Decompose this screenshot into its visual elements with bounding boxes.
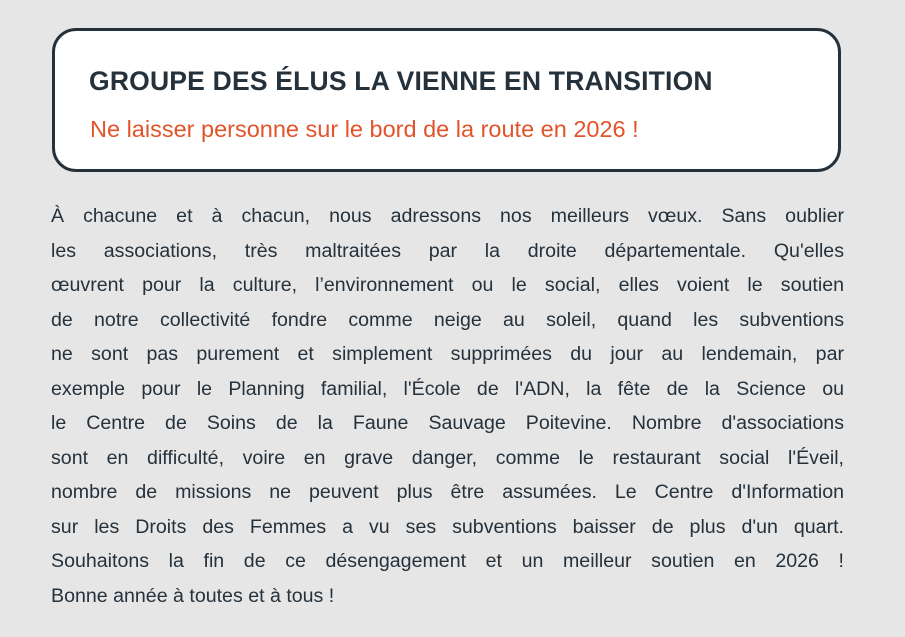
article-line: Souhaitons la fin de ce désengagement et un meilleur soutien en 2026 ! [51,550,844,572]
article-line: Bonne année à toutes et à tous ! [51,584,335,607]
article-line: exemple pour le Planning familial, l'École de l'ADN, la fête de la Science ou [51,377,844,400]
subtitle: Ne laisser personne sur le bord de la route en 2026 ! [90,116,639,142]
article-line: nombre de missions ne peuvent plus être assumées. Le Centre d'Information [51,481,844,503]
article-line: À chacune et à chacun, nous adressons nos meilleurs vœux. Sans oublier [51,205,844,227]
article-line: de notre collectivité fondre comme neige au soleil, quand les subventions [51,308,844,331]
article-body [51,199,844,613]
article-line: sur les Droits des Femmes a vu ses subventions baisser de plus d'un quart. [51,515,844,538]
article-line: œuvrent pour la culture, l’environnement ou le social, elles voient le soutien [51,274,844,296]
article-line: le Centre de Soins de la Faune Sauvage Poitevine. Nombre d'associations [51,412,844,434]
article-line: les associations, très maltraitées par la droite départementale. Qu'elles [51,239,844,262]
article-line: ne sont pas purement et simplement supprimées du jour au lendemain, par [51,343,844,365]
title-box [52,28,841,172]
group-title: GROUPE DES ÉLUS LA VIENNE EN TRANSITION [89,66,713,96]
article-line: sont en difficulté, voire en grave danger, comme le restaurant social l'Éveil, [51,446,844,469]
